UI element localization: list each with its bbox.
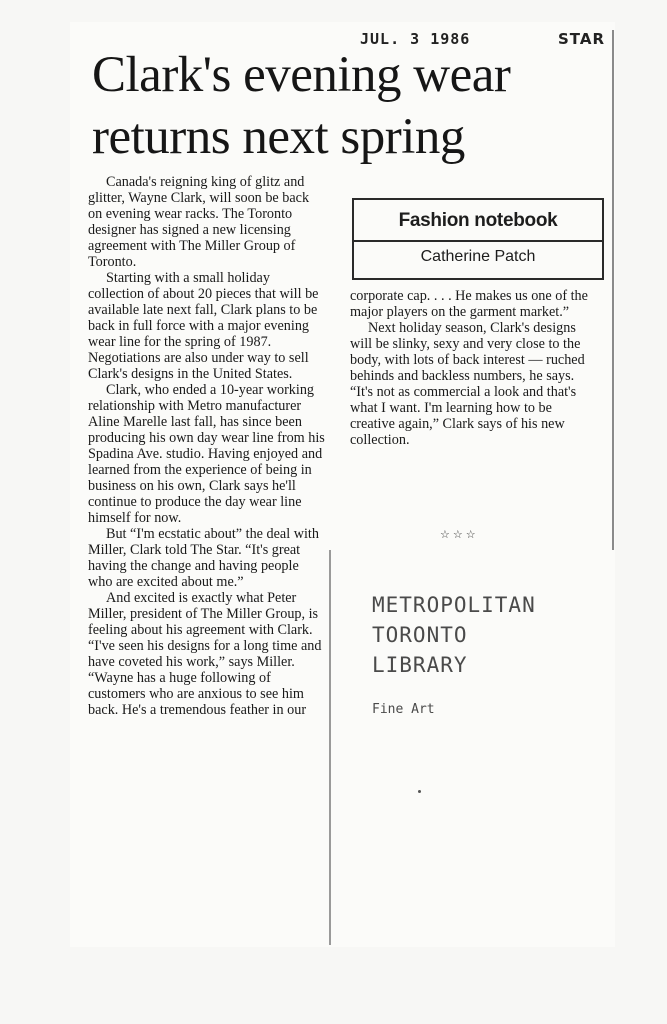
paragraph: corporate cap. . . . He makes us one of the major players on the garment market.” [350,288,588,320]
clipping-date: JUL. 3 1986 [360,30,471,48]
clipping-edge-right [612,30,614,550]
headline-line-1: Clark's evening wear [92,47,511,103]
paragraph: Next holiday season, Clark's designs will be slinky, sexy and very close to the body, with lots of back interest — ruched behinds and backless numbers, he says. “It's not as commercial a look and that's what I want. I'm learning how to be creative again,” Clark says of his new collection. [350,320,585,448]
library-stamp [372,590,536,680]
column-title: Fashion notebook [398,210,558,231]
clipping-edge-left [329,550,331,945]
newspaper-source: STAR [557,30,605,48]
box-divider [354,240,602,242]
stamp-line: METROPOLITAN [372,593,536,617]
article-column-2 [350,288,590,448]
byline: Catherine Patch [420,248,536,265]
speck [418,790,421,793]
article-column-1 [88,174,326,718]
stamp-line: LIBRARY [372,653,468,677]
paragraph: Starting with a small holiday collection of about 20 pieces that will be available late next fall, Clark plans to be back in full force with a major evening wear line for the spring of 1987. Negotiations are also under way to sell Clark's designs in the United States. [88,270,319,382]
paragraph: But “I'm ecstatic about” the deal with Miller, Clark told The Star. “It's great having the change and having people who are excited about me.” [88,526,319,590]
stamp-line: TORONTO [372,623,468,647]
headline [92,44,612,168]
column-box [352,198,604,280]
paragraph: Clark, who ended a 10-year working relationship with Metro manufacturer Aline Marelle last fall, has since been producing his own day wear line from his Spadina Ave. studio. Having enjoyed and learned from the experience of being in business on his own, Clark says he'll continue to produce the day wear line himself for now. [88,382,325,526]
paragraph: And excited is exactly what Peter Miller, president of The Miller Group, is feeling about his agreement with Clark. “I've seen his designs for a long time and have coveted his work,” says Miller. “Wayne has a huge following of customers who are anxious to see him back. He's a tremendous feather in our [88,590,322,718]
paragraph: Canada's reigning king of glitz and glitter, Wayne Clark, will soon be back on evening wear racks. The Toronto designer has signed a new licensing agreement with The Miller Group of Toronto. [88,174,310,270]
end-ornament: ☆☆☆ [440,528,479,541]
stamp-department: Fine Art [372,702,435,717]
headline-line-2: returns next spring [92,109,465,165]
